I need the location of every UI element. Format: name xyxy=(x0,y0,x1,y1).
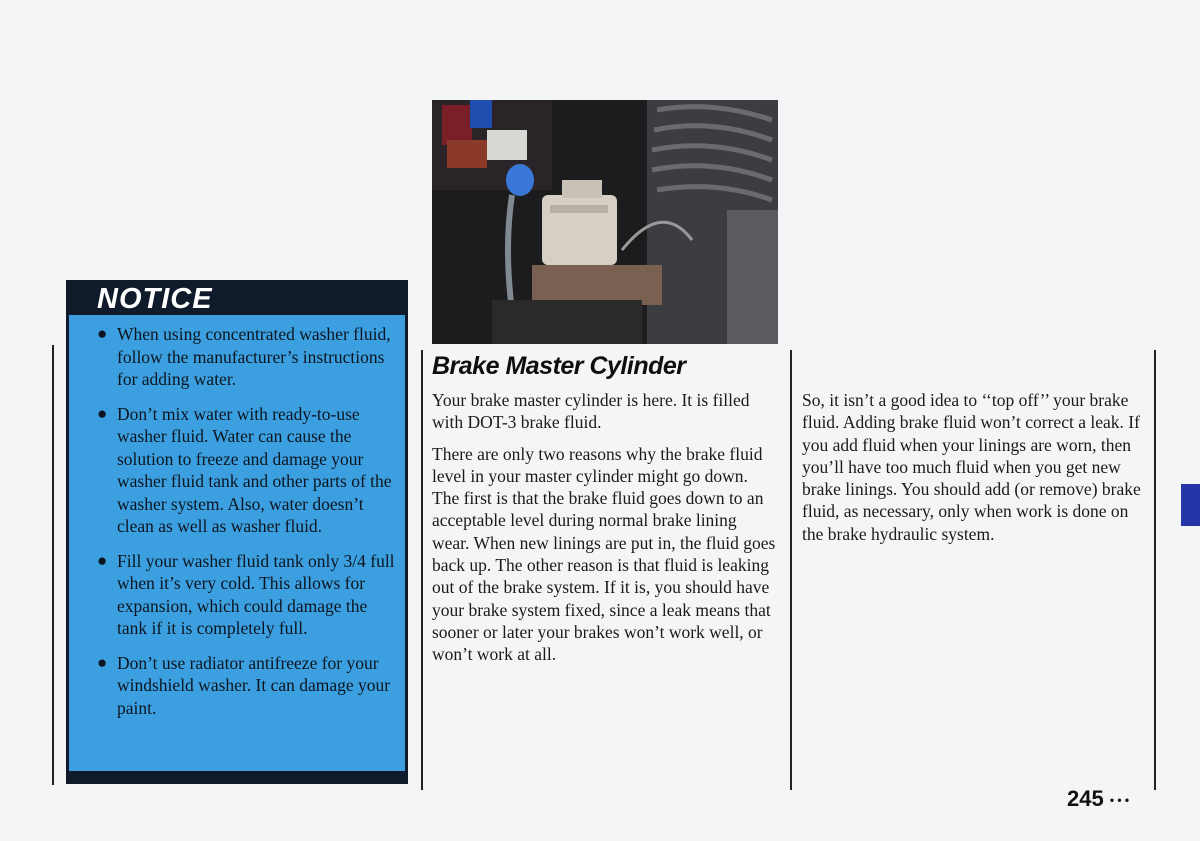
bullet-icon: ● xyxy=(97,324,108,343)
right-column-text xyxy=(802,389,1146,554)
notice-box xyxy=(66,280,408,784)
paragraph: There are only two reasons why the brake fluid level in your master cylinder might go down. The first is that the brake fluid goes down to an acceptable level during normal brake lining wear. When new linings are put in, the fluid goes back up. The other reason is that fluid is leaking out of the brake system. If it is, you should have your brake system fixed, since a leak means that sooner or later your brakes won’t work well, or won’t work at all. xyxy=(432,443,776,665)
notice-item xyxy=(91,403,395,538)
page-number xyxy=(1067,786,1129,812)
notice-item xyxy=(91,550,395,640)
notice-title: NOTICE xyxy=(69,283,405,315)
column-rule-left xyxy=(52,345,54,785)
bullet-icon: ● xyxy=(97,403,108,423)
notice-list xyxy=(69,323,405,719)
engine-bay-photo xyxy=(432,100,778,344)
notice-item-text: Don’t mix water with ready-to-use washer fluid. Water can cause the solution to freeze and damage your washer fluid tank and other parts of the washer system. Also, water doesn’t clean as well as washer fluid. xyxy=(117,403,392,536)
section-tab-marker xyxy=(1181,484,1200,526)
column-rule-middle-right xyxy=(790,350,792,790)
notice-item-text: When using concentrated washer fluid, follow the manufacturer’s instructions for adding water. xyxy=(117,324,391,389)
notice-item xyxy=(91,652,395,720)
section-title: Brake Master Cylinder xyxy=(432,352,686,380)
notice-item-text: Fill your washer fluid tank only 3/4 full when it’s very cold. This allows for expansion, which could damage the tank if it is completely full. xyxy=(117,550,395,638)
notice-bottom-bar xyxy=(69,771,405,781)
middle-column-text xyxy=(432,389,778,675)
column-rule-middle-left xyxy=(421,350,423,790)
engine-bay-illustration xyxy=(432,100,778,344)
paragraph: Your brake master cylinder is here. It is filled with DOT-3 brake fluid. xyxy=(432,390,750,433)
column-rule-right xyxy=(1154,350,1156,790)
bullet-icon: ● xyxy=(97,550,108,570)
page-number-value: 245 xyxy=(1067,786,1104,811)
bullet-icon: ● xyxy=(97,652,108,672)
page-number-dots: • • • xyxy=(1109,793,1130,808)
notice-item xyxy=(91,323,395,391)
notice-item-text: Don’t use radiator antifreeze for your windshield washer. It can damage your paint. xyxy=(117,652,391,718)
paragraph: So, it isn’t a good idea to ‘‘top off’’ your brake fluid. Adding brake fluid won’t correct a leak. If you add fluid when your linings are worn, then you’ll have too much fluid when you get new brake linings. You should add (or remove) brake fluid, as necessary, only when work is done on the brake hydraulic system. xyxy=(802,390,1141,544)
